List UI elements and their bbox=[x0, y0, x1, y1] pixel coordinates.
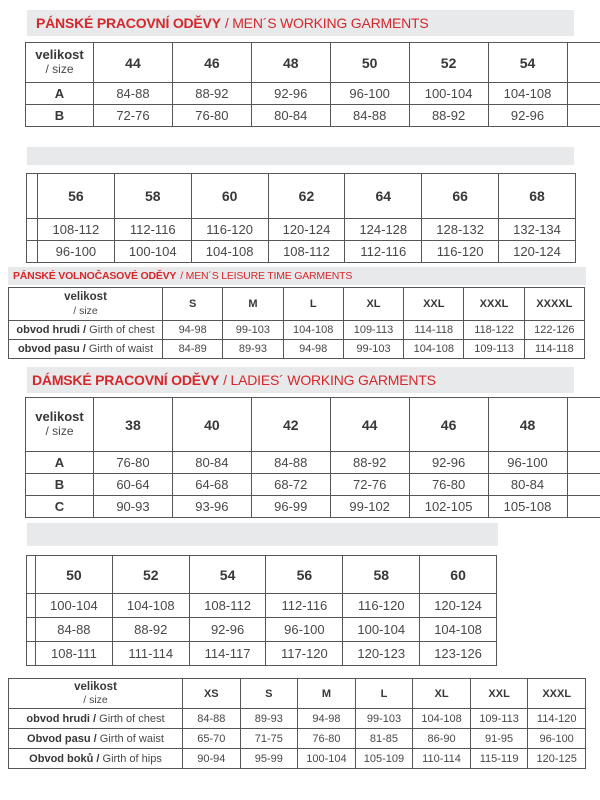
value-cell: 96-99 bbox=[251, 496, 330, 518]
value-cell: 99-102 bbox=[330, 496, 409, 518]
mens-work-title bbox=[36, 15, 429, 31]
mens-work-header-bar bbox=[27, 10, 574, 36]
size-cell: XXL bbox=[470, 679, 528, 709]
value-cell: 84-88 bbox=[183, 709, 241, 729]
size-label-en: / size bbox=[45, 62, 74, 77]
value-cell: 94-98 bbox=[283, 340, 343, 359]
row-label-en: Girth of chest bbox=[99, 712, 165, 725]
value-cell: 89-93 bbox=[223, 340, 283, 359]
table-row bbox=[27, 618, 497, 642]
value-cell: 96-100 bbox=[330, 83, 409, 105]
value-cell: 108-112 bbox=[189, 594, 266, 618]
value-cell: 116-120 bbox=[343, 594, 420, 618]
value-cell: 108-111 bbox=[36, 642, 113, 666]
value-cell: 104-108 bbox=[191, 241, 268, 263]
row-label-cell bbox=[9, 709, 183, 729]
row-label-cell: A bbox=[26, 452, 94, 474]
value-cell: 89-93 bbox=[240, 709, 298, 729]
value-cell: 88-92 bbox=[172, 83, 251, 105]
cut-cell bbox=[567, 105, 600, 127]
mens-work-title-cz: PÁNSKÉ PRACOVNÍ ODĚVY bbox=[36, 15, 221, 31]
value-cell: 116-120 bbox=[422, 241, 499, 263]
row-label-en: Girth of hips bbox=[102, 752, 162, 765]
value-cell: 68-72 bbox=[251, 474, 330, 496]
value-cell: 60-64 bbox=[94, 474, 173, 496]
table-row bbox=[26, 105, 600, 127]
table-row bbox=[27, 174, 576, 219]
size-label-cz: velikost bbox=[35, 47, 84, 63]
size-cell: 50 bbox=[330, 43, 409, 83]
size-cell: S bbox=[163, 288, 223, 321]
value-cell: 112-116 bbox=[345, 241, 422, 263]
size-cell: M bbox=[298, 679, 356, 709]
value-cell: 117-120 bbox=[266, 642, 343, 666]
value-cell: 99-103 bbox=[223, 321, 283, 340]
size-cell: 40 bbox=[172, 398, 251, 452]
size-cell: 66 bbox=[422, 174, 499, 219]
size-cell: 64 bbox=[345, 174, 422, 219]
value-cell: 109-113 bbox=[464, 340, 524, 359]
size-cell: 48 bbox=[488, 398, 567, 452]
size-cell: 52 bbox=[409, 43, 488, 83]
row-label-cz: obvod pasu / bbox=[17, 343, 86, 355]
cut-cell bbox=[567, 496, 600, 518]
row-label-cz: Obvod pasu / bbox=[27, 732, 97, 745]
value-cell: 118-122 bbox=[464, 321, 524, 340]
value-cell: 104-108 bbox=[413, 709, 471, 729]
ladies-work-table-part1 bbox=[25, 397, 600, 518]
mens-work-table-part2 bbox=[26, 173, 576, 263]
table-row bbox=[26, 496, 600, 518]
cut-cell bbox=[567, 398, 600, 452]
size-cell: 46 bbox=[409, 398, 488, 452]
size-cell: L bbox=[355, 679, 413, 709]
value-cell: 104-108 bbox=[420, 618, 497, 642]
mens-leisure-header-bar bbox=[8, 267, 586, 285]
mens-leisure-title-cz: PÁNSKÉ VOLNOČASOVÉ ODĚVY bbox=[13, 270, 177, 282]
cut-cell bbox=[27, 556, 36, 594]
value-cell: 120-124 bbox=[420, 594, 497, 618]
value-cell: 94-98 bbox=[298, 709, 356, 729]
value-cell: 88-92 bbox=[330, 452, 409, 474]
table-row bbox=[26, 43, 600, 83]
value-cell: 115-119 bbox=[470, 749, 528, 769]
value-cell: 104-108 bbox=[112, 594, 189, 618]
table-row bbox=[9, 340, 585, 359]
row-label-cell bbox=[9, 729, 183, 749]
value-cell: 114-117 bbox=[189, 642, 266, 666]
value-cell: 76-80 bbox=[298, 729, 356, 749]
value-cell: 90-94 bbox=[183, 749, 241, 769]
size-label-cell bbox=[26, 398, 94, 452]
value-cell: 92-96 bbox=[488, 105, 567, 127]
table-row bbox=[9, 709, 586, 729]
mens-work-table-part1 bbox=[25, 42, 600, 127]
size-cell: 58 bbox=[343, 556, 420, 594]
size-cell: 52 bbox=[112, 556, 189, 594]
value-cell: 96-100 bbox=[528, 729, 586, 749]
table-row bbox=[27, 556, 497, 594]
ladies-work-title bbox=[32, 372, 436, 388]
size-cell: XXXL bbox=[464, 288, 524, 321]
row-label-en: Girth of waist bbox=[88, 343, 154, 355]
value-cell: 96-100 bbox=[488, 452, 567, 474]
table-row bbox=[26, 398, 600, 452]
size-cell: 60 bbox=[420, 556, 497, 594]
spacer-bar bbox=[27, 523, 498, 546]
row-label-cell: A bbox=[26, 83, 94, 105]
value-cell: 108-112 bbox=[268, 241, 345, 263]
size-cell: 54 bbox=[488, 43, 567, 83]
value-cell: 108-112 bbox=[38, 219, 115, 241]
value-cell: 80-84 bbox=[251, 105, 330, 127]
size-label-cell bbox=[9, 679, 183, 709]
value-cell: 120-124 bbox=[268, 219, 345, 241]
cut-cell bbox=[567, 43, 600, 83]
value-cell: 76-80 bbox=[94, 452, 173, 474]
size-cell: 68 bbox=[499, 174, 576, 219]
row-label-cell: B bbox=[26, 474, 94, 496]
cut-cell bbox=[567, 474, 600, 496]
value-cell: 105-109 bbox=[355, 749, 413, 769]
value-cell: 80-84 bbox=[172, 452, 251, 474]
value-cell: 124-128 bbox=[345, 219, 422, 241]
value-cell: 81-85 bbox=[355, 729, 413, 749]
value-cell: 92-96 bbox=[251, 83, 330, 105]
table-row bbox=[9, 729, 586, 749]
value-cell: 76-80 bbox=[172, 105, 251, 127]
table-row bbox=[27, 642, 497, 666]
value-cell: 84-88 bbox=[251, 452, 330, 474]
value-cell: 112-116 bbox=[266, 594, 343, 618]
ladies-work-title-cz: DÁMSKÉ PRACOVNÍ ODĚVY bbox=[32, 372, 220, 388]
value-cell: 114-118 bbox=[404, 321, 464, 340]
size-cell: 48 bbox=[251, 43, 330, 83]
value-cell: 120-123 bbox=[343, 642, 420, 666]
row-label-cell bbox=[9, 340, 163, 359]
value-cell: 100-104 bbox=[409, 83, 488, 105]
value-cell: 100-104 bbox=[343, 618, 420, 642]
ladies-work-header-bar bbox=[27, 367, 574, 393]
size-cell: 44 bbox=[330, 398, 409, 452]
value-cell: 84-89 bbox=[163, 340, 223, 359]
value-cell: 100-104 bbox=[36, 594, 113, 618]
size-label-en: / size bbox=[83, 694, 108, 707]
row-label-cz: Obvod boků / bbox=[29, 752, 100, 765]
value-cell: 93-96 bbox=[172, 496, 251, 518]
value-cell: 65-70 bbox=[183, 729, 241, 749]
value-cell: 132-134 bbox=[499, 219, 576, 241]
cut-cell bbox=[27, 642, 36, 666]
value-cell: 128-132 bbox=[422, 219, 499, 241]
value-cell: 88-92 bbox=[409, 105, 488, 127]
size-cell: 46 bbox=[172, 43, 251, 83]
size-cell: XXXL bbox=[528, 679, 586, 709]
value-cell: 95-99 bbox=[240, 749, 298, 769]
ladies-work-table-part2 bbox=[26, 555, 497, 666]
table-row bbox=[9, 321, 585, 340]
size-cell: 56 bbox=[38, 174, 115, 219]
table-row bbox=[27, 594, 497, 618]
row-label-cell bbox=[9, 321, 163, 340]
value-cell: 72-76 bbox=[94, 105, 173, 127]
value-cell: 100-104 bbox=[114, 241, 191, 263]
value-cell: 123-126 bbox=[420, 642, 497, 666]
value-cell: 80-84 bbox=[488, 474, 567, 496]
cut-cell bbox=[27, 241, 38, 263]
size-cell: L bbox=[283, 288, 343, 321]
value-cell: 100-104 bbox=[298, 749, 356, 769]
value-cell: 76-80 bbox=[409, 474, 488, 496]
size-cell: 50 bbox=[36, 556, 113, 594]
mens-work-title-en: / MEN´S WORKING GARMENTS bbox=[224, 15, 429, 31]
row-label-en: Girth of chest bbox=[89, 324, 155, 336]
value-cell: 86-90 bbox=[413, 729, 471, 749]
size-cell: 56 bbox=[266, 556, 343, 594]
value-cell: 72-76 bbox=[330, 474, 409, 496]
size-label-en: / size bbox=[73, 304, 98, 317]
row-label-cell: B bbox=[26, 105, 94, 127]
table-row bbox=[9, 679, 586, 709]
value-cell: 104-108 bbox=[404, 340, 464, 359]
value-cell: 96-100 bbox=[38, 241, 115, 263]
spacer-bar bbox=[27, 147, 574, 165]
value-cell: 94-98 bbox=[163, 321, 223, 340]
size-cell: S bbox=[240, 679, 298, 709]
value-cell: 99-103 bbox=[355, 709, 413, 729]
value-cell: 110-114 bbox=[413, 749, 471, 769]
value-cell: 104-108 bbox=[283, 321, 343, 340]
value-cell: 120-125 bbox=[528, 749, 586, 769]
value-cell: 92-96 bbox=[409, 452, 488, 474]
size-cell: 62 bbox=[268, 174, 345, 219]
value-cell: 99-103 bbox=[343, 340, 403, 359]
size-cell: XL bbox=[413, 679, 471, 709]
cut-cell bbox=[27, 219, 38, 241]
size-cell: 54 bbox=[189, 556, 266, 594]
value-cell: 114-118 bbox=[524, 340, 584, 359]
table-row bbox=[27, 241, 576, 263]
mens-leisure-table bbox=[8, 287, 585, 359]
value-cell: 116-120 bbox=[191, 219, 268, 241]
value-cell: 114-120 bbox=[528, 709, 586, 729]
value-cell: 104-108 bbox=[488, 83, 567, 105]
row-label-en: Girth of waist bbox=[99, 732, 164, 745]
size-label-cz: velikost bbox=[64, 291, 107, 304]
size-cell: M bbox=[223, 288, 283, 321]
size-label-cell bbox=[26, 43, 94, 83]
size-cell: XL bbox=[343, 288, 403, 321]
ladies-work-title-en: / LADIES´ WORKING GARMENTS bbox=[223, 372, 436, 388]
size-cell: XXL bbox=[404, 288, 464, 321]
mens-leisure-title bbox=[13, 270, 352, 282]
table-row bbox=[26, 474, 600, 496]
table-row bbox=[26, 83, 600, 105]
value-cell: 84-88 bbox=[330, 105, 409, 127]
table-row bbox=[26, 452, 600, 474]
size-cell: XXXXL bbox=[524, 288, 584, 321]
value-cell: 71-75 bbox=[240, 729, 298, 749]
value-cell: 64-68 bbox=[172, 474, 251, 496]
size-cell: 42 bbox=[251, 398, 330, 452]
cut-cell bbox=[567, 83, 600, 105]
size-label-cz: velikost bbox=[35, 409, 84, 425]
value-cell: 88-92 bbox=[112, 618, 189, 642]
size-cell: 44 bbox=[94, 43, 173, 83]
size-cell: 38 bbox=[94, 398, 173, 452]
mens-leisure-title-en: / MEN´S LEISURE TIME GARMENTS bbox=[180, 270, 353, 282]
value-cell: 105-108 bbox=[488, 496, 567, 518]
table-row bbox=[9, 749, 586, 769]
value-cell: 84-88 bbox=[36, 618, 113, 642]
row-label-cz: obvod hrudi / bbox=[16, 324, 87, 336]
size-cell: XS bbox=[183, 679, 241, 709]
row-label-cell bbox=[9, 749, 183, 769]
value-cell: 96-100 bbox=[266, 618, 343, 642]
cut-cell bbox=[27, 618, 36, 642]
value-cell: 90-93 bbox=[94, 496, 173, 518]
value-cell: 112-116 bbox=[114, 219, 191, 241]
value-cell: 120-124 bbox=[499, 241, 576, 263]
cut-cell bbox=[567, 452, 600, 474]
value-cell: 122-126 bbox=[524, 321, 584, 340]
cut-cell bbox=[27, 594, 36, 618]
size-label-cell bbox=[9, 288, 163, 321]
value-cell: 109-113 bbox=[343, 321, 403, 340]
cut-cell bbox=[27, 174, 38, 219]
size-label-cz: velikost bbox=[74, 680, 117, 693]
value-cell: 102-105 bbox=[409, 496, 488, 518]
value-cell: 111-114 bbox=[112, 642, 189, 666]
table-row bbox=[27, 219, 576, 241]
value-cell: 91-95 bbox=[470, 729, 528, 749]
ladies-measurements-table bbox=[8, 678, 586, 769]
value-cell: 92-96 bbox=[189, 618, 266, 642]
row-label-cell: C bbox=[26, 496, 94, 518]
size-cell: 58 bbox=[114, 174, 191, 219]
size-cell: 60 bbox=[191, 174, 268, 219]
value-cell: 109-113 bbox=[470, 709, 528, 729]
value-cell: 84-88 bbox=[94, 83, 173, 105]
table-row bbox=[9, 288, 585, 321]
size-label-en: / size bbox=[45, 424, 74, 439]
row-label-cz: obvod hrudi / bbox=[26, 712, 97, 725]
